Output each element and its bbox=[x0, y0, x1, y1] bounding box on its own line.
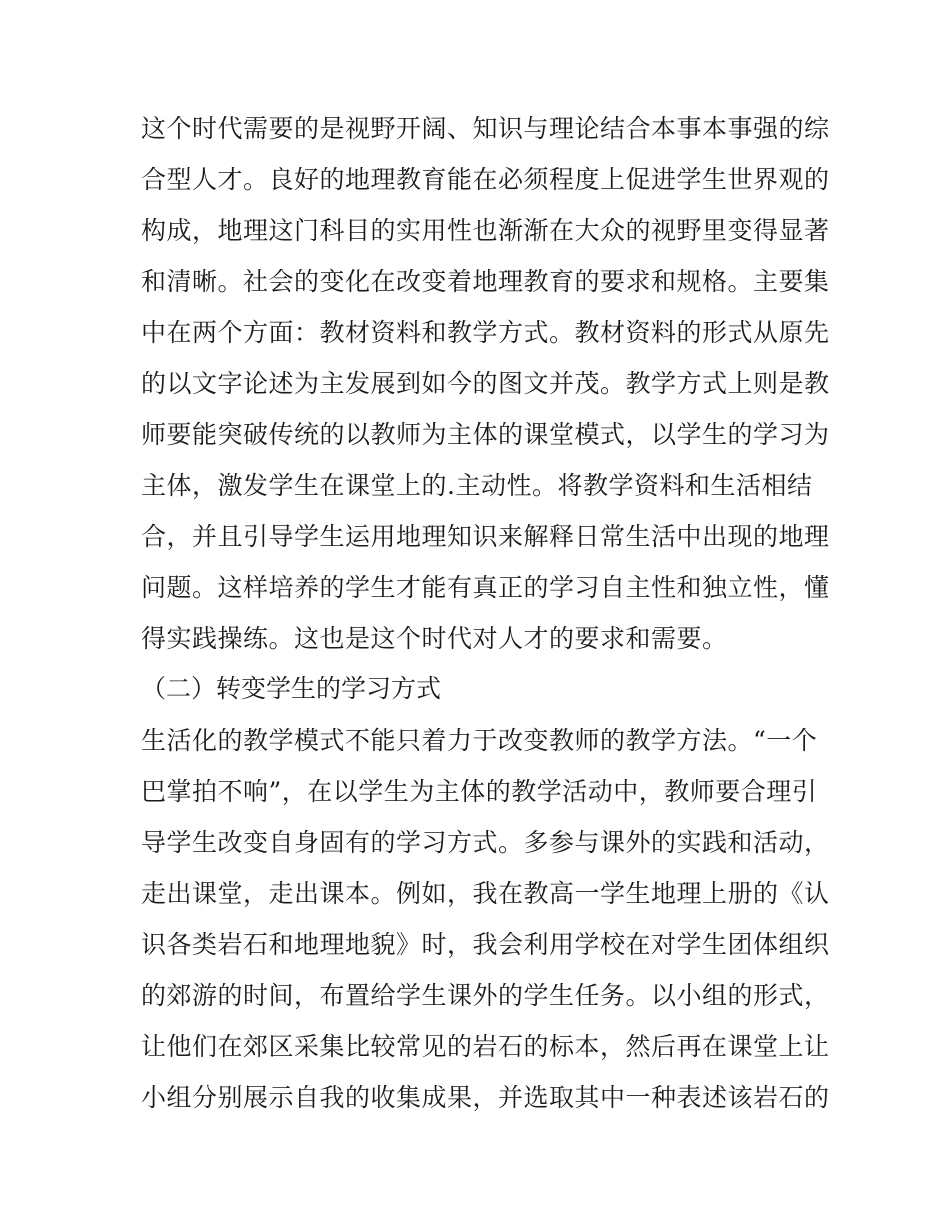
paragraph-2-line: 的郊游的时间，布置给学生课外的学生任务。以小组的形式， bbox=[141, 981, 830, 1010]
paragraph-2-line: 导学生改变自身固有的学习方式。多参与课外的实践和活动， bbox=[141, 828, 830, 857]
paragraph-1-line: 中在两个方面：教材资料和教学方式。教材资料的形式从原先 bbox=[141, 318, 830, 347]
paragraph-2-line: 走出课堂，走出课本。例如，我在教高一学生地理上册的《认 bbox=[141, 879, 830, 908]
paragraph-2-line: 让他们在郊区采集比较常见的岩石的标本，然后再在课堂上让 bbox=[141, 1032, 830, 1061]
paragraph-1-line: 师要能突破传统的以教师为主体的课堂模式，以学生的学习为 bbox=[141, 420, 830, 449]
paragraph-1-line: 这个时代需要的是视野开阔、知识与理论结合本事本事强的综 bbox=[141, 114, 830, 143]
paragraph-1-line: 合，并且引导学生运用地理知识来解释日常生活中出现的地理 bbox=[141, 522, 830, 551]
paragraph-1-line: 的以文字论述为主发展到如今的图文并茂。教学方式上则是教 bbox=[141, 369, 830, 398]
paragraph-2-line: 小组分别展示自我的收集成果，并选取其中一种表述该岩石的 bbox=[141, 1083, 830, 1112]
paragraph-2-line: 生活化的教学模式不能只着力于改变教师的教学方法。“一个 bbox=[141, 726, 818, 755]
section-heading: （二）转变学生的学习方式 bbox=[141, 674, 442, 703]
paragraph-1-line: 和清晰。社会的变化在改变着地理教育的要求和规格。主要集 bbox=[141, 267, 830, 296]
paragraph-1-line: 主体，激发学生在课堂上的.主动性。将教学资料和生活相结 bbox=[141, 471, 813, 500]
paragraph-1-line: 得实践操练。这也是这个时代对人才的要求和需要。 bbox=[141, 624, 728, 653]
paragraph-2-line: 巴掌拍不响”，在以学生为主体的教学活动中，教师要合理引 bbox=[141, 777, 818, 806]
paragraph-1-line: 问题。这样培养的学生才能有真正的学习自主性和独立性，懂 bbox=[141, 573, 830, 602]
paragraph-2 bbox=[141, 715, 830, 1123]
paragraph-1 bbox=[141, 103, 830, 664]
paragraph-2-line: 识各类岩石和地理地貌》时，我会利用学校在对学生团体组织 bbox=[141, 930, 830, 959]
paragraph-1-line: 合型人才。良好的地理教育能在必须程度上促进学生世界观的 bbox=[141, 165, 830, 194]
paragraph-1-line: 构成，地理这门科目的实用性也渐渐在大众的视野里变得显著 bbox=[141, 216, 830, 245]
